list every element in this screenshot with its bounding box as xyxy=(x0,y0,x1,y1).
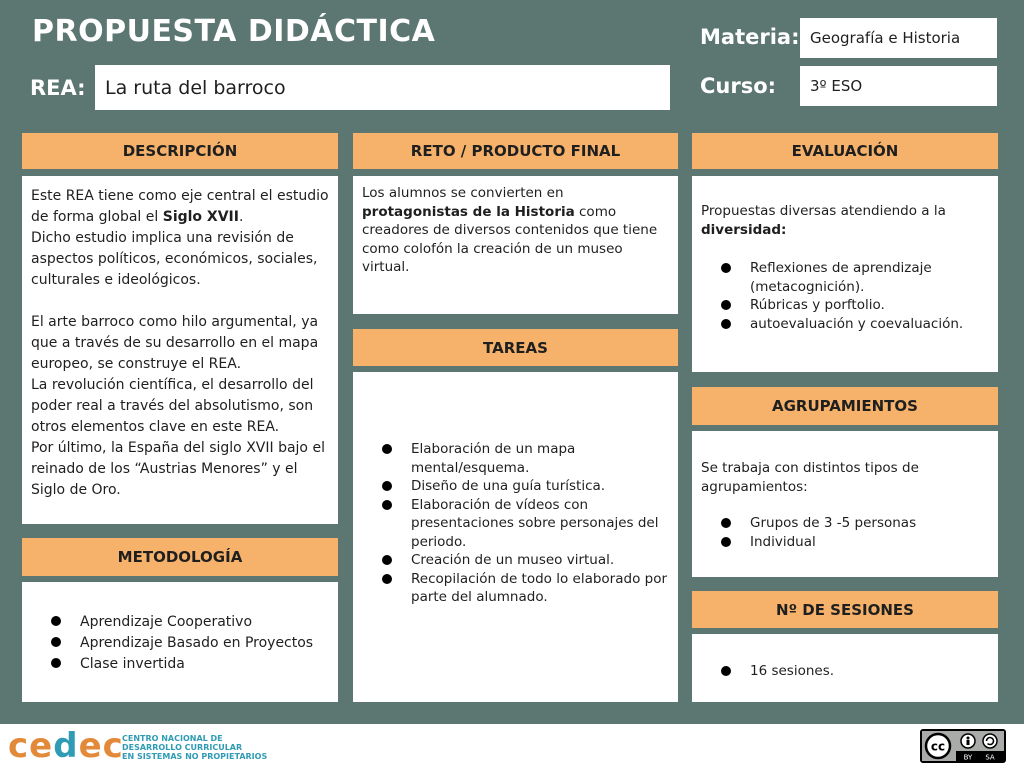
list-item: Reflexiones de aprendizaje (metacognición). xyxy=(692,259,990,296)
descripcion-text: Este REA tiene como eje central el estudio de forma global el xyxy=(31,188,329,225)
list-item: Elaboración de vídeos con presentaciones sobre personajes del periodo. xyxy=(353,496,670,552)
sa-share-alike-icon xyxy=(983,734,997,748)
sesiones-title: Nº DE SESIONES xyxy=(776,600,914,619)
evaluacion-panel xyxy=(692,176,998,372)
evaluacion-intro xyxy=(701,202,990,239)
list-item: Elaboración de un mapa mental/esquema. xyxy=(353,440,670,477)
descripcion-paragraph-3: El arte barroco como hilo argumental, ya que a través de su desarrollo en el mapa europeo, se construye el REA. xyxy=(31,314,319,372)
list-item: Rúbricas y porftolio. xyxy=(692,296,990,315)
cc-license-icon xyxy=(922,731,1004,761)
cedec-subtitle-line: CENTRO NACIONAL DE xyxy=(122,734,223,743)
rea-field xyxy=(95,65,670,110)
descripcion-title: DESCRIPCIÓN xyxy=(122,142,238,160)
list-item: Clase invertida xyxy=(22,654,338,675)
list-item: Creación de un museo virtual. xyxy=(353,551,670,570)
descripcion-paragraph-5: Por último, la España del siglo XVII bajo el reinado de los “Austrias Menores” y el Siglo de Oro. xyxy=(31,440,325,498)
list-item: Diseño de una guía turística. xyxy=(353,477,670,496)
descripcion-panel xyxy=(22,176,338,524)
agrupamientos-panel xyxy=(692,431,998,577)
rea-label: REA: xyxy=(30,76,86,100)
evaluacion-intro-text: Propuestas diversas atendiendo a la xyxy=(701,203,946,219)
materia-label: Materia: xyxy=(700,25,800,49)
cedec-subtitle-line: EN SISTEMAS NO PROPIETARIOS xyxy=(122,752,268,761)
page-title: PROPUESTA DIDÁCTICA xyxy=(32,14,436,49)
list-item: 16 sesiones. xyxy=(692,662,998,681)
metodologia-panel xyxy=(22,582,338,702)
cedec-logo xyxy=(8,726,124,766)
agrupamientos-intro: Se trabaja con distintos tipos de agrupamientos: xyxy=(701,460,919,495)
protagonistas-bold: protagonistas de la Historia xyxy=(362,203,575,220)
list-item: Aprendizaje Cooperativo xyxy=(22,612,338,633)
evaluacion-title: EVALUACIÓN xyxy=(791,142,899,160)
logo-part: ce xyxy=(8,726,54,766)
list-item: Grupos de 3 -5 personas xyxy=(692,514,990,533)
list-item: Aprendizaje Basado en Proyectos xyxy=(22,633,338,654)
evaluacion-list xyxy=(692,259,990,333)
materia-field xyxy=(800,18,997,58)
list-item: autoevaluación y coevaluación. xyxy=(692,315,990,334)
cc-license-badge xyxy=(920,729,1006,763)
sesiones-panel xyxy=(692,634,998,702)
reto-panel xyxy=(353,176,678,314)
descripcion-paragraph-2: Dicho estudio implica una revisión de aspectos políticos, económicos, sociales, culturales e ideológicos. xyxy=(31,230,318,288)
tareas-header xyxy=(353,329,678,366)
materia-value: Geografía e Historia xyxy=(810,29,961,47)
reto-text-part: Los alumnos se convierten en xyxy=(362,185,564,201)
logo-part: ec xyxy=(78,726,124,766)
curso-value: 3º ESO xyxy=(810,77,863,95)
diversidad-bold: diversidad: xyxy=(701,221,787,238)
rea-value: La ruta del barroco xyxy=(105,76,286,99)
sesiones-list xyxy=(692,662,998,681)
list-item: Individual xyxy=(692,533,990,552)
siglo-xvii-bold: Siglo XVII xyxy=(162,209,239,225)
logo-part: d xyxy=(53,726,79,766)
reto-header xyxy=(353,133,678,169)
agrupamientos-list xyxy=(692,514,990,551)
by-label: BY xyxy=(963,753,973,761)
cedec-subtitle-line: DESARROLLO CURRICULAR xyxy=(122,743,243,752)
reto-text xyxy=(362,184,670,277)
descripcion-text: . xyxy=(238,209,244,225)
sa-label: SA xyxy=(985,753,995,761)
reto-text-part: como creadores de diversos contenidos que tiene como colofón la creación de un museo virtual. xyxy=(362,203,658,275)
tareas-list xyxy=(353,440,678,607)
metodologia-header xyxy=(22,538,338,576)
descripcion-paragraph-1 xyxy=(31,186,330,228)
sesiones-header xyxy=(692,591,998,628)
descripcion-paragraph-4: La revolución científica, el desarrollo del poder real a través del absolutismo, son otros elementos clave en este REA. xyxy=(31,377,314,435)
descripcion-header xyxy=(22,133,338,169)
agrupamientos-title: AGRUPAMIENTOS xyxy=(772,397,918,415)
curso-field xyxy=(800,66,997,106)
tareas-panel xyxy=(353,372,678,702)
cedec-subtitle xyxy=(122,734,267,761)
evaluacion-header xyxy=(692,133,998,169)
list-item: Recopilación de todo lo elaborado por parte del alumnado. xyxy=(353,570,670,607)
metodologia-title: METODOLOGÍA xyxy=(117,548,243,566)
cc-icon-text: cc xyxy=(930,739,946,754)
spacer xyxy=(31,291,330,312)
curso-label: Curso: xyxy=(700,74,777,98)
agrupamientos-header xyxy=(692,387,998,425)
metodologia-list xyxy=(22,612,338,675)
tareas-title: TAREAS xyxy=(483,338,548,357)
footer xyxy=(0,724,1024,768)
reto-title: RETO / PRODUCTO FINAL xyxy=(410,142,621,160)
